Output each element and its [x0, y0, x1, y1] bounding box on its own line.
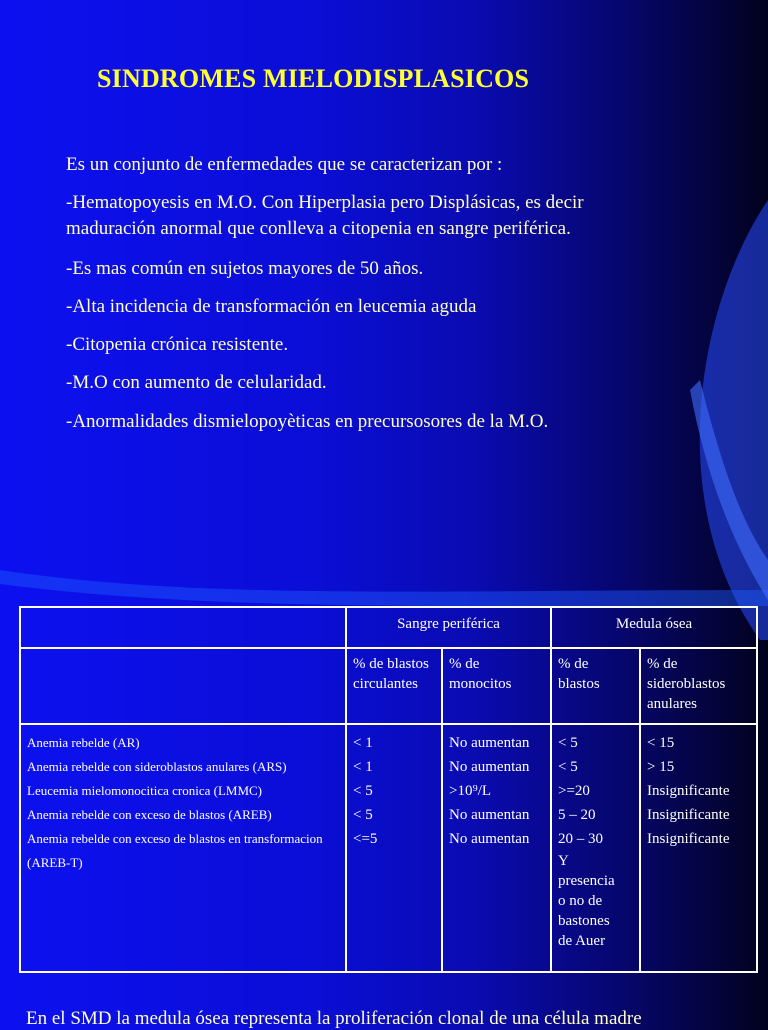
table-column-header-row: [20, 648, 757, 724]
value-blastos-note-1: Y: [558, 853, 569, 869]
header-blastos: % de blastos: [551, 648, 640, 724]
disease-areb: Anemia rebelde con exceso de blastos (AREB): [27, 807, 272, 822]
table-empty-label-header: [20, 648, 346, 724]
bullet-edad: -Es mas común en sujetos mayores de 50 años.: [66, 258, 424, 279]
value-blastos-note-2: presencia: [558, 873, 615, 889]
bullet-hematopoyesis-cont: maduración anormal que conlleva a citopenia en sangre periférica.: [66, 218, 571, 239]
value-monocitos-lmmc: >10⁹/L: [449, 783, 492, 799]
value-blastos-ar: < 5: [558, 735, 578, 751]
disease-lmmc: Leucemia mielomonocitica cronica (LMMC): [27, 783, 262, 798]
value-monocitos-areb: No aumentan: [449, 807, 530, 823]
value-monocitos-areb-t: No aumentan: [449, 831, 530, 847]
value-monocitos-ars: No aumentan: [449, 759, 530, 775]
value-blastos-circulantes-areb: < 5: [353, 807, 373, 823]
bullet-anormalidades: -Anormalidades dismielopoyèticas en precursosores de la M.O.: [66, 411, 549, 432]
monocitos-cell: [442, 724, 551, 972]
bullet-hematopoyesis: -Hematopoyesis en M.O. Con Hiperplasia pero Displásicas, es decir: [66, 192, 584, 213]
value-sideroblastos-areb: Insignificante: [647, 807, 730, 823]
value-blastos-circulantes-ar: < 1: [353, 735, 373, 751]
disease-areb-t: Anemia rebelde con exceso de blastos en transformacion (AREB-T): [27, 831, 323, 870]
bullet-transformacion: -Alta incidencia de transformación en leucemia aguda: [66, 296, 477, 317]
value-blastos-circulantes-lmmc: < 5: [353, 783, 373, 799]
value-blastos-note-5: de Auer: [558, 933, 606, 949]
slide-title: SINDROMES MIELODISPLASICOS: [97, 64, 530, 93]
header-blastos-circulantes: % de blastos circulantes: [346, 648, 442, 724]
blastos-medula-cell: [551, 724, 640, 972]
disease-ar: Anemia rebelde (AR): [27, 735, 140, 750]
header-monocitos: % de monocitos: [442, 648, 551, 724]
table-empty-corner: [20, 607, 346, 648]
value-monocitos-ar: No aumentan: [449, 735, 530, 751]
bullet-citopenia: -Citopenia crónica resistente.: [66, 334, 289, 355]
disease-names-cell: [20, 724, 346, 972]
bullet-celularidad: -M.O con aumento de celularidad.: [66, 372, 327, 393]
header-sangre-periferica: Sangre periférica: [346, 607, 551, 648]
value-blastos-note-4: bastones: [558, 913, 610, 929]
value-blastos-note-3: o no de: [558, 893, 603, 909]
value-sideroblastos-areb-t: Insignificante: [647, 831, 730, 847]
bottom-paragraph: En el SMD la medula ósea representa la proliferación clonal de una célula madre: [26, 1008, 642, 1029]
value-blastos-areb-t: 20 – 30: [558, 831, 604, 847]
table-row: [20, 724, 757, 972]
smd-classification-table: [19, 606, 758, 973]
value-blastos-areb: 5 – 20: [558, 807, 596, 823]
value-blastos-ars: < 5: [558, 759, 578, 775]
value-blastos-lmmc: >=20: [558, 783, 590, 799]
intro-paragraph: Es un conjunto de enfermedades que se caracterizan por :: [66, 154, 503, 175]
table-group-header-row: [20, 607, 757, 648]
header-medula-osea: Medula ósea: [551, 607, 757, 648]
value-sideroblastos-lmmc: Insignificante: [647, 783, 730, 799]
blastos-circulantes-cell: [346, 724, 442, 972]
value-sideroblastos-ar: < 15: [647, 735, 675, 751]
disease-ars: Anemia rebelde con sideroblastos anulares (ARS): [27, 759, 287, 774]
value-blastos-circulantes-ars: < 1: [353, 759, 373, 775]
sideroblastos-cell: [640, 724, 757, 972]
value-blastos-circulantes-areb-t: <=5: [353, 831, 378, 847]
value-sideroblastos-ars: > 15: [647, 759, 675, 775]
header-sideroblastos: % de sideroblastos anulares: [640, 648, 757, 724]
